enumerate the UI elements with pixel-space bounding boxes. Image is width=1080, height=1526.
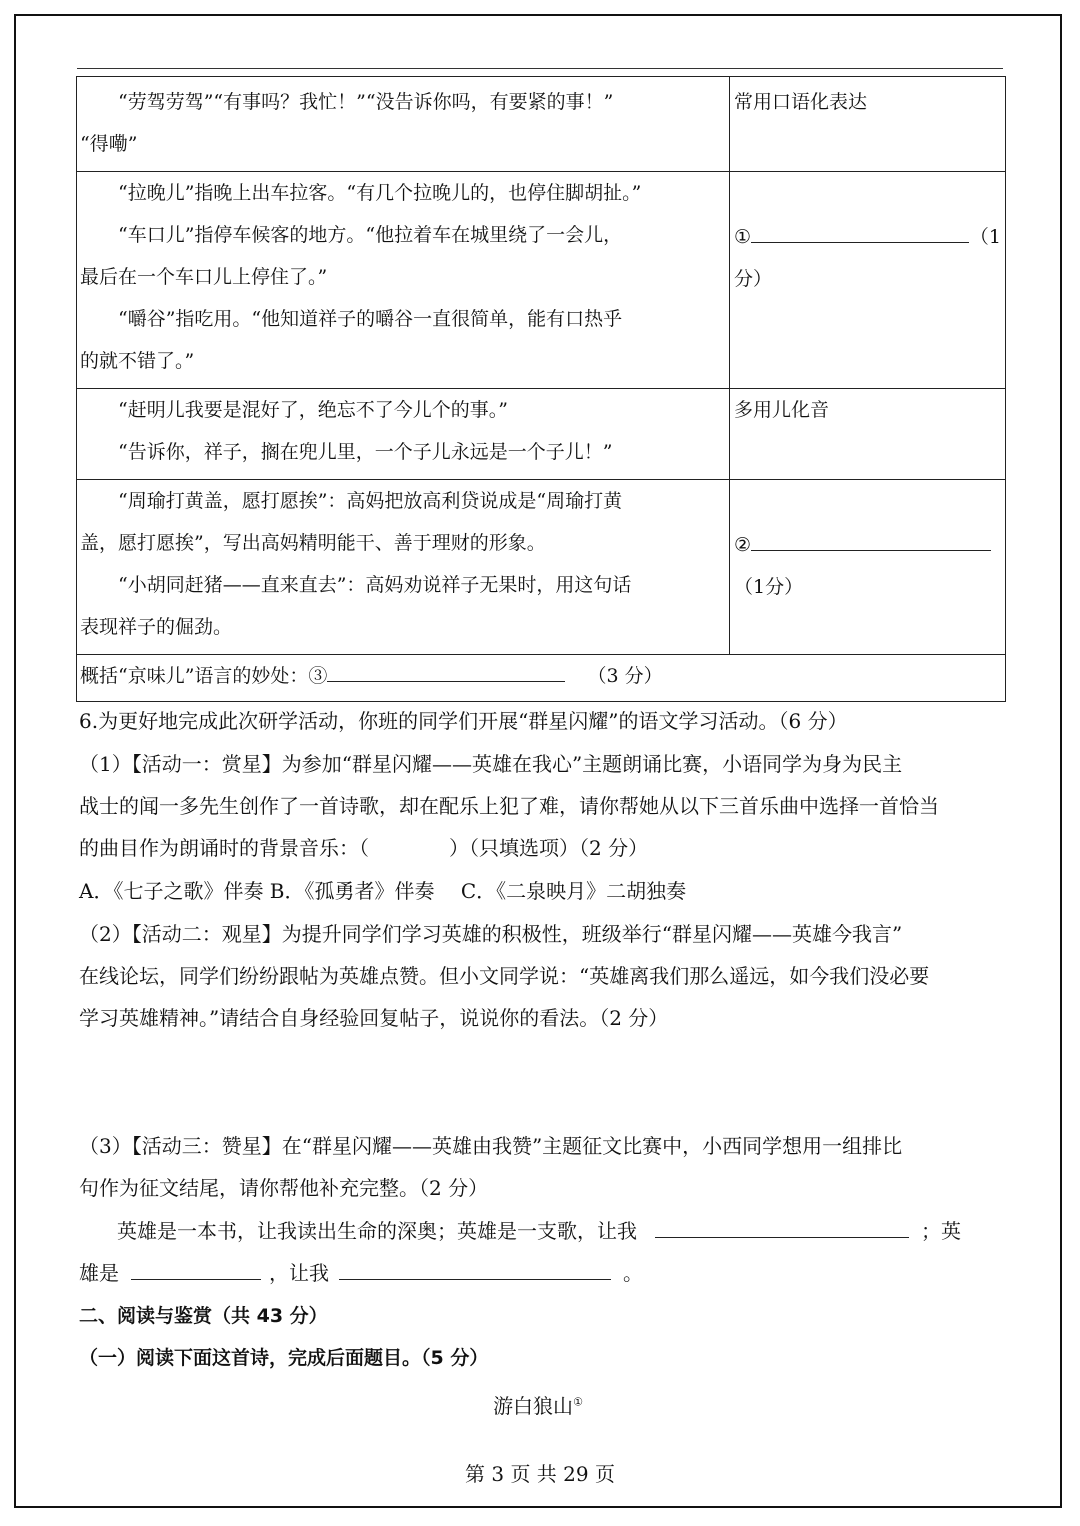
example-line: “车口儿”指停车候客的地方。“他拉着车在城里绕了一会儿， — [118, 224, 623, 246]
fill-line-2 — [79, 1252, 643, 1294]
poem-title-text: 游白狼山 — [493, 1394, 574, 1418]
example-line: “得嘞” — [80, 133, 138, 155]
example-line: “拉晚儿”指晚上出车拉客。“有几个拉晚儿的，也停住脚胡扯。” — [118, 182, 642, 204]
example-line: “周瑜打黄盖，愿打愿挨”：高妈把放高利贷说成是“周瑜打黄 — [118, 490, 623, 512]
language-feature-table — [76, 76, 1006, 702]
footnote-marker: ① — [573, 1395, 583, 1409]
example-line: 最后在一个车口儿上停住了。” — [80, 266, 328, 288]
activity-2-line: 在线论坛，同学们纷纷跟帖为英雄点赞。但小文同学说：“英雄离我们那么遥远，如今我们没必要 — [79, 964, 930, 988]
example-line: 表现祥子的倔劲。 — [80, 616, 233, 638]
example-line: “小胡同赶猪——直来直去”：高妈劝说祥子无果时，用这句话 — [118, 574, 632, 596]
summary-prompt: 概括“京味儿”语言的妙处：③ — [80, 665, 328, 687]
subsection-heading: （一）阅读下面这首诗，完成后面题目。（5 分） — [79, 1347, 489, 1369]
fill-text: 英雄是一本书，让我读出生命的深奥；英雄是一支歌，让我 — [117, 1219, 637, 1243]
example-cell — [77, 389, 730, 480]
answer-marker: ① — [734, 226, 752, 248]
page-number: 第 3 页 共 29 页 — [465, 1462, 615, 1486]
fill-text: 雄是 — [79, 1261, 119, 1285]
feature-cell — [730, 389, 1006, 480]
example-line: “嚼谷”指吃用。“他知道祥子的嚼谷一直很简单，能有口热乎 — [118, 308, 623, 330]
example-line: “告诉你，祥子，搁在兜儿里，一个子儿永远是一个子儿！” — [118, 441, 613, 463]
answer-marker: ② — [734, 534, 752, 556]
fill-text: ；英 — [921, 1219, 961, 1243]
score-label: （1分） — [734, 576, 804, 598]
activity-2-line: （2）【活动二：观星】为提升同学们学习英雄的积极性，班级举行“群星闪耀——英雄今我言” — [79, 922, 903, 946]
answer-blank-3[interactable] — [327, 655, 565, 682]
question-6-title: 6.为更好地完成此次研学活动，你班的同学们开展“群星闪耀”的语文学习活动。（6 分） — [79, 709, 848, 733]
fill-blank-2[interactable] — [131, 1253, 261, 1280]
fill-text: 。 — [623, 1261, 643, 1285]
table-row — [77, 480, 1006, 655]
activity-3-line: （3）【活动三：赞星】在“群星闪耀——英雄由我赞”主题征文比赛中，小西同学想用一组排比 — [79, 1134, 903, 1158]
example-cell — [77, 77, 730, 172]
poem-title — [0, 1390, 1078, 1419]
activity-1-line: 的曲目作为朗诵时的背景音乐：（ ）（只填选项）（2 分） — [79, 836, 649, 860]
activity-1-line: （1）【活动一：赏星】为参加“群星闪耀——英雄在我心”主题朗诵比赛，小语同学为身为民主 — [79, 752, 903, 776]
section-heading: 二、阅读与鉴赏（共 43 分） — [79, 1305, 328, 1327]
score-label: （1 — [969, 226, 1001, 248]
activity-2-line: 学习英雄精神。”请结合自身经验回复帖子，说说你的看法。（2 分） — [79, 1006, 669, 1030]
options-line: A．《七子之歌》伴奏 B．《孤勇者》伴奏 C．《二泉映月》二胡独奏 — [79, 879, 687, 903]
answer-blank-2[interactable] — [751, 524, 991, 551]
example-line: 盖，愿打愿挨”，写出高妈精明能干、善于理财的形象。 — [80, 532, 546, 554]
header-rule — [77, 68, 1003, 69]
feature-cell — [730, 172, 1006, 389]
answer-blank-1[interactable] — [751, 216, 969, 243]
example-cell — [77, 172, 730, 389]
example-line: “赶明儿我要是混好了，绝忘不了今儿个的事。” — [118, 399, 508, 421]
fill-line-1 — [117, 1210, 961, 1252]
summary-cell — [77, 655, 1006, 702]
fill-blank-1[interactable] — [655, 1211, 909, 1238]
activity-1-line: 战士的闻一多先生创作了一首诗歌，却在配乐上犯了难，请你帮她从以下三首乐曲中选择一首恰当 — [79, 794, 939, 818]
example-line: “劳驾劳驾”“有事吗？我忙！”“没告诉你吗，有要紧的事！” — [118, 91, 614, 113]
example-cell — [77, 480, 730, 655]
table-row — [77, 389, 1006, 480]
example-line: 的就不错了。” — [80, 350, 195, 372]
table-row — [77, 77, 1006, 172]
table-row — [77, 172, 1006, 389]
score-label: （3 分） — [587, 665, 663, 687]
fill-text: ，让我 — [269, 1261, 329, 1285]
feature-cell — [730, 480, 1006, 655]
activity-3-line: 句作为征文结尾，请你帮他补充完整。（2 分） — [79, 1176, 489, 1200]
table-row — [77, 655, 1006, 702]
fill-blank-3[interactable] — [339, 1253, 611, 1280]
score-label: 分） — [734, 268, 773, 290]
feature-label: 多用儿化音 — [734, 399, 830, 421]
feature-label: 常用口语化表达 — [734, 91, 868, 113]
feature-cell — [730, 77, 1006, 172]
